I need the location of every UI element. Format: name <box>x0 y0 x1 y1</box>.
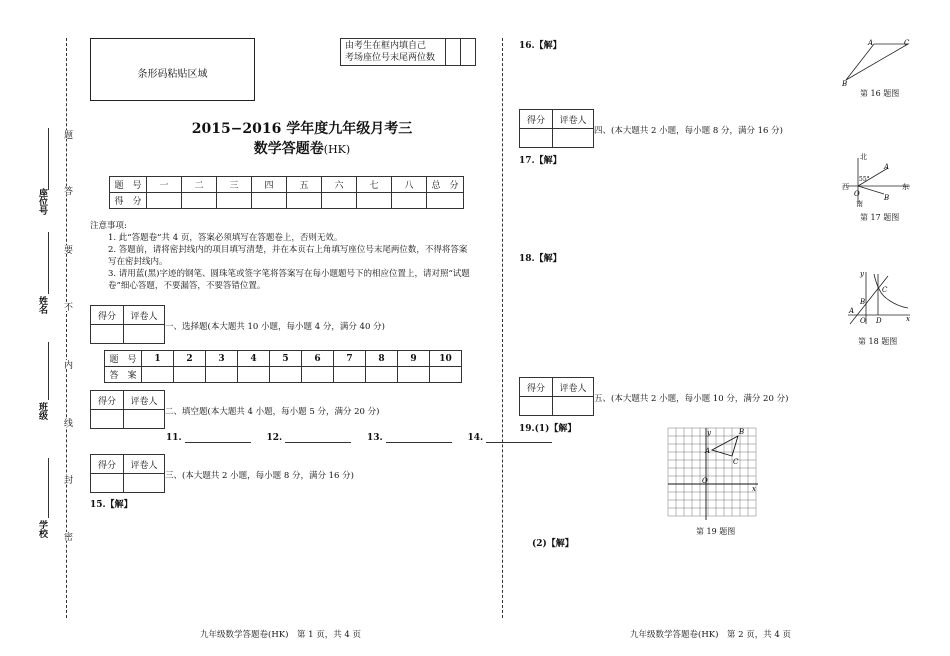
score-cell[interactable] <box>217 193 252 209</box>
label-c: C <box>882 286 888 294</box>
name-line <box>48 232 49 294</box>
score-col: 二 <box>182 177 217 193</box>
score-cell[interactable] <box>427 193 464 209</box>
notes-item: 2. 答题前，请将密封线内的项目填写清楚，并在本页右上角填写座位号末尾两位数，不得将答案写在密封线内。 <box>108 245 468 267</box>
seat-box-line2: 考场座位号末尾两位数 <box>345 53 436 63</box>
section-4-heading: 四、(本大题共 2 小题，每小题 8 分，满分 16 分) <box>594 126 783 136</box>
notes <box>90 220 475 292</box>
page-divider <box>502 38 503 618</box>
grader-score-cell[interactable] <box>91 474 124 493</box>
grader-score-cell[interactable] <box>520 397 553 416</box>
score-col: 五 <box>287 177 322 193</box>
label-south: 南 <box>856 200 863 208</box>
grader-score-cell[interactable] <box>520 129 553 148</box>
label-a: A <box>884 163 890 171</box>
score-col: 一 <box>147 177 182 193</box>
answer-q18: 18.【解】 <box>519 254 562 264</box>
score-col: 三 <box>217 177 252 193</box>
label-north: 北 <box>860 153 867 161</box>
fill-blank-label: 11. <box>166 433 182 443</box>
mc-head-number: 题 号 <box>105 351 142 367</box>
grader-box-5 <box>519 377 594 416</box>
name-label: 姓名 <box>37 296 47 314</box>
grader-reviewer-cell[interactable] <box>124 474 165 493</box>
label-y: y <box>707 429 711 437</box>
score-summary-table <box>109 176 464 209</box>
fill-blank-label: 12. <box>266 433 283 443</box>
answer-q19-1: 19.(1)【解】 <box>519 424 577 434</box>
grader-score-label: 得分 <box>91 391 124 410</box>
grader-reviewer-label: 评卷人 <box>124 455 165 474</box>
score-table-head: 题 号 <box>110 177 147 193</box>
seat-number-line <box>48 128 49 190</box>
grader-reviewer-label: 评卷人 <box>124 306 165 325</box>
mc-answer-cell[interactable] <box>238 367 270 383</box>
fill-blank-answer[interactable] <box>486 433 552 443</box>
figure-19-grid <box>662 426 762 522</box>
seal-char: 题 <box>62 130 72 139</box>
score-col: 八 <box>392 177 427 193</box>
label-a: A <box>849 307 855 315</box>
subtitle-main: 数学答题卷 <box>253 141 324 157</box>
answer-q16: 16.【解】 <box>519 41 562 51</box>
notes-heading: 注意事项: <box>90 221 127 231</box>
mc-number: 4 <box>238 351 270 367</box>
caption-16: 第 16 题图 <box>860 89 900 98</box>
label-d: D <box>876 317 882 325</box>
section-5-heading: 五、(本大题共 2 小题，每小题 10 分，满分 20 分) <box>594 394 789 404</box>
mc-number: 10 <box>430 351 462 367</box>
section-3-heading: 三、(本大题共 2 小题，每小题 8 分，满分 16 分) <box>165 471 354 481</box>
score-col: 四 <box>252 177 287 193</box>
class-label: 班级 <box>37 402 47 420</box>
triangle-abc <box>846 44 908 80</box>
grader-score-cell[interactable] <box>91 410 124 429</box>
barcode-area <box>90 38 255 101</box>
seal-char: 线 <box>62 418 72 427</box>
grader-score-label: 得分 <box>520 378 553 397</box>
seat-digit-2[interactable] <box>461 39 476 66</box>
fill-blank-answer[interactable] <box>285 433 351 443</box>
mc-answer-cell[interactable] <box>334 367 366 383</box>
mc-answer-table <box>104 350 462 383</box>
seat-number-box <box>340 38 476 66</box>
seal-char: 要 <box>62 245 72 254</box>
answer-q19-2: (2)【解】 <box>532 539 574 549</box>
label-o: O <box>702 477 708 485</box>
seat-number-label: 座位号 <box>37 188 47 215</box>
footer-right: 九年级数学答题卷(HK) 第 2 页，共 4 页 <box>630 630 792 640</box>
label-east: 东 <box>902 183 909 191</box>
label-b: B <box>860 298 866 306</box>
fill-blank-label: 13. <box>366 433 383 443</box>
score-cell[interactable] <box>322 193 357 209</box>
page-title: 2015−2016 学年度九年级月考三 <box>191 121 413 137</box>
footer-left: 九年级数学答题卷(HK) 第 1 页，共 4 页 <box>200 630 362 640</box>
grader-box-4 <box>519 109 594 148</box>
mc-number: 1 <box>142 351 174 367</box>
school-line <box>48 458 49 518</box>
label-o: O <box>860 317 866 325</box>
answer-q17: 17.【解】 <box>519 156 562 166</box>
fill-blank-row <box>166 433 552 443</box>
grader-reviewer-cell[interactable] <box>124 325 165 344</box>
mc-head-answer: 答 案 <box>105 367 142 383</box>
figure-17 <box>840 150 916 208</box>
grader-reviewer-label: 评卷人 <box>553 378 594 397</box>
caption-19: 第 19 题图 <box>696 527 736 536</box>
fill-blank-label: 14. <box>467 433 484 443</box>
score-cell[interactable] <box>357 193 392 209</box>
answer-q15: 15.【解】 <box>90 500 133 510</box>
score-col: 六 <box>322 177 357 193</box>
section-1-heading: 一、选择题(本大题共 10 小题，每小题 4 分，满分 40 分) <box>165 322 385 332</box>
score-cell[interactable] <box>287 193 322 209</box>
seal-char: 封 <box>62 475 72 484</box>
mc-number: 9 <box>398 351 430 367</box>
score-cell[interactable] <box>182 193 217 209</box>
score-row-head: 得 分 <box>110 193 147 209</box>
school-label: 学校 <box>37 520 47 538</box>
score-col-total: 总 分 <box>427 177 464 193</box>
mc-answer-cell[interactable] <box>270 367 302 383</box>
mc-number: 8 <box>366 351 398 367</box>
seal-line <box>66 38 67 618</box>
fill-blank-answer[interactable] <box>185 433 251 443</box>
label-c: C <box>904 39 910 47</box>
label-b: B <box>884 194 890 202</box>
mc-answer-cell[interactable] <box>430 367 462 383</box>
mc-number: 5 <box>270 351 302 367</box>
grader-score-label: 得分 <box>91 455 124 474</box>
score-col: 七 <box>357 177 392 193</box>
grader-score-cell[interactable] <box>91 325 124 344</box>
label-x: x <box>752 485 756 493</box>
label-o: O <box>854 190 860 198</box>
label-b: B <box>739 428 745 436</box>
grader-score-label: 得分 <box>91 306 124 325</box>
grader-reviewer-cell[interactable] <box>124 410 165 429</box>
label-west: 西 <box>842 183 849 191</box>
figure-16 <box>838 36 918 92</box>
barcode-area-label: 条形码粘贴区域 <box>137 69 208 80</box>
mc-answer-cell[interactable] <box>142 367 174 383</box>
label-a: A <box>868 39 874 47</box>
mc-number: 7 <box>334 351 366 367</box>
score-cell[interactable] <box>252 193 287 209</box>
mc-answer-cell[interactable] <box>302 367 334 383</box>
caption-17: 第 17 题图 <box>860 213 900 222</box>
seat-box-line1: 由考生在框内填自己 <box>345 41 427 51</box>
mc-answer-cell[interactable] <box>206 367 238 383</box>
page-subtitle <box>172 138 432 158</box>
label-y: y <box>860 270 864 278</box>
seal-char: 密 <box>62 532 72 541</box>
grader-score-label: 得分 <box>520 110 553 129</box>
grader-reviewer-label: 评卷人 <box>124 391 165 410</box>
label-c: C <box>733 458 739 466</box>
score-cell[interactable] <box>392 193 427 209</box>
caption-18: 第 18 题图 <box>858 337 898 346</box>
notes-item: 3. 请用蓝(黑)字迹的钢笔、圆珠笔或签字笔将答案写在每小题题号下的相应位置上，请对照“试题卷”细心答题，不要漏答，不要答错位置。 <box>108 269 470 291</box>
notes-item: 1. 此“答题卷”共 4 页，答案必须填写在答题卷上，否则无效。 <box>108 233 343 243</box>
grader-reviewer-cell[interactable] <box>553 397 594 416</box>
seal-char: 内 <box>62 360 72 369</box>
section-2-heading: 二、填空题(本大题共 4 小题，每小题 5 分，满分 20 分) <box>165 407 380 417</box>
figure-18 <box>844 268 914 330</box>
subtitle-hk: (HK) <box>323 143 351 156</box>
mc-number: 2 <box>174 351 206 367</box>
seal-char: 答 <box>62 186 72 195</box>
label-angle: 55° <box>859 176 870 183</box>
grader-box-3 <box>90 454 165 493</box>
mc-number: 3 <box>206 351 238 367</box>
seal-char: 不 <box>62 302 72 311</box>
grader-reviewer-cell[interactable] <box>553 129 594 148</box>
fill-blank-answer[interactable] <box>386 433 452 443</box>
mc-number: 6 <box>302 351 334 367</box>
mc-answer-cell[interactable] <box>366 367 398 383</box>
mc-answer-cell[interactable] <box>398 367 430 383</box>
seat-digit-1[interactable] <box>446 39 461 66</box>
grader-reviewer-label: 评卷人 <box>553 110 594 129</box>
class-line <box>48 342 49 400</box>
grader-box-2 <box>90 390 165 429</box>
mc-answer-cell[interactable] <box>174 367 206 383</box>
label-b: B <box>842 80 848 88</box>
label-x: x <box>906 315 910 323</box>
label-a: A <box>705 447 711 455</box>
score-cell[interactable] <box>147 193 182 209</box>
grader-box-1 <box>90 305 165 344</box>
